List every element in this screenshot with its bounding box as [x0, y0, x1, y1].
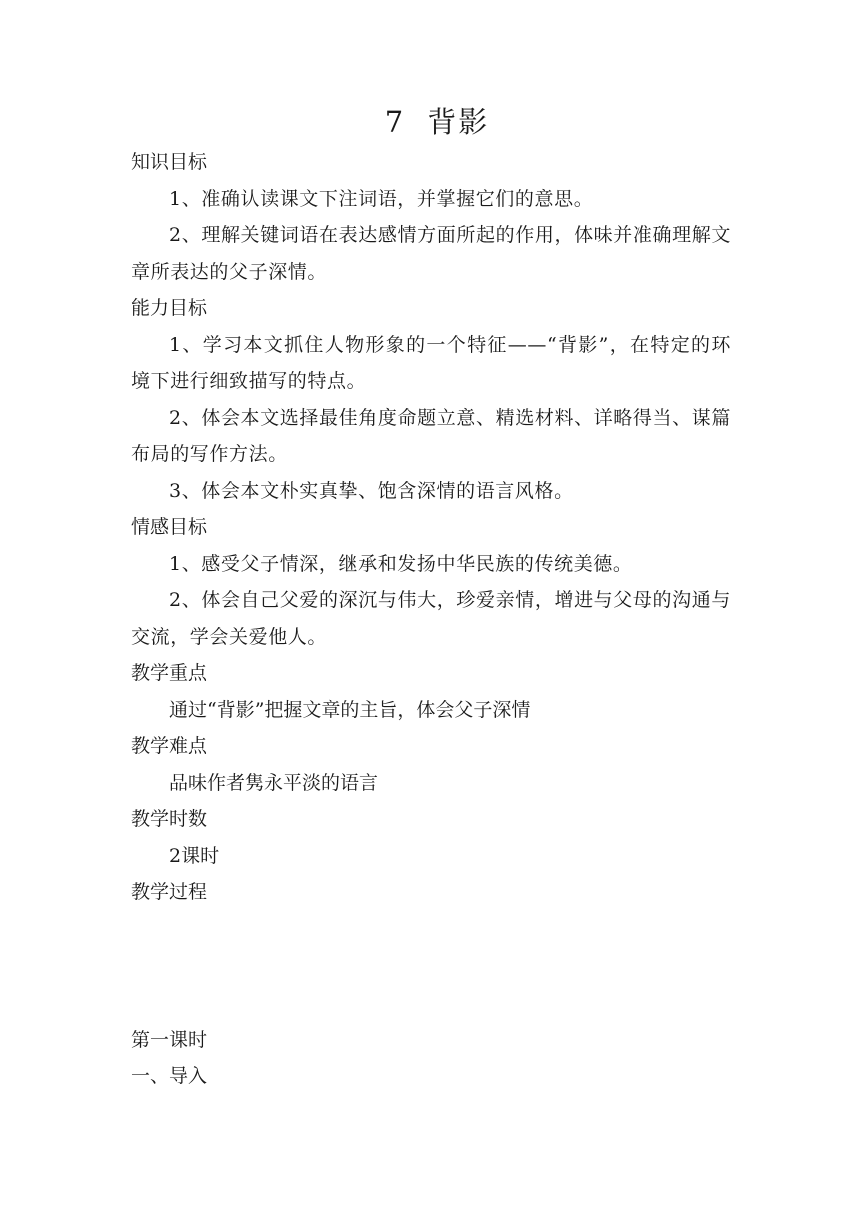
hours-text: 2课时	[169, 844, 220, 867]
emotion-goal-1: 1、感受父子情深，继承和发扬中华民族的传统美德。	[169, 552, 633, 575]
hours-heading: 教学时数	[131, 808, 208, 830]
key-point-heading: 教学重点	[131, 662, 208, 684]
ability-goals-heading: 能力目标	[131, 297, 208, 319]
lesson-number: 7	[384, 105, 406, 139]
knowledge-goal-1: 1、准确认读课文下注词语，并掌握它们的意思。	[169, 187, 594, 210]
emotion-goals-heading: 情感目标	[131, 516, 208, 538]
process-heading: 教学过程	[131, 881, 208, 903]
lesson-title-text: 背影	[427, 105, 490, 139]
knowledge-goals-heading: 知识目标	[131, 151, 208, 173]
ability-goal-1: 1、学习本文抓住人物形象的一个特征——“背影”，在特定的环境下进行细致描写的特点。	[131, 333, 731, 392]
key-point-text: 通过“背影”把握文章的主旨，体会父子深情	[169, 698, 531, 721]
ability-goal-3: 3、体会本文朴实真挚、饱含深情的语言风格。	[169, 479, 574, 502]
difficulty-heading: 教学难点	[131, 735, 208, 757]
ability-goal-2: 2、体会本文选择最佳角度命题立意、精选材料、详略得当、谋篇布局的写作方法。	[131, 406, 731, 465]
lesson-title	[131, 100, 731, 144]
document-page	[131, 100, 731, 1095]
first-lesson-heading: 第一课时	[131, 1028, 208, 1051]
knowledge-goal-2: 2、理解关键词语在表达感情方面所起的作用，体味并准确理解文章所表达的父子深情。	[131, 224, 731, 283]
step-intro-heading: 一、导入	[131, 1065, 208, 1087]
emotion-goal-2: 2、体会自己父爱的深沉与伟大，珍爱亲情，增进与父母的沟通与交流，学会关爱他人。	[131, 589, 731, 648]
blank-space	[131, 911, 731, 1022]
difficulty-text: 品味作者隽永平淡的语言	[169, 771, 379, 794]
